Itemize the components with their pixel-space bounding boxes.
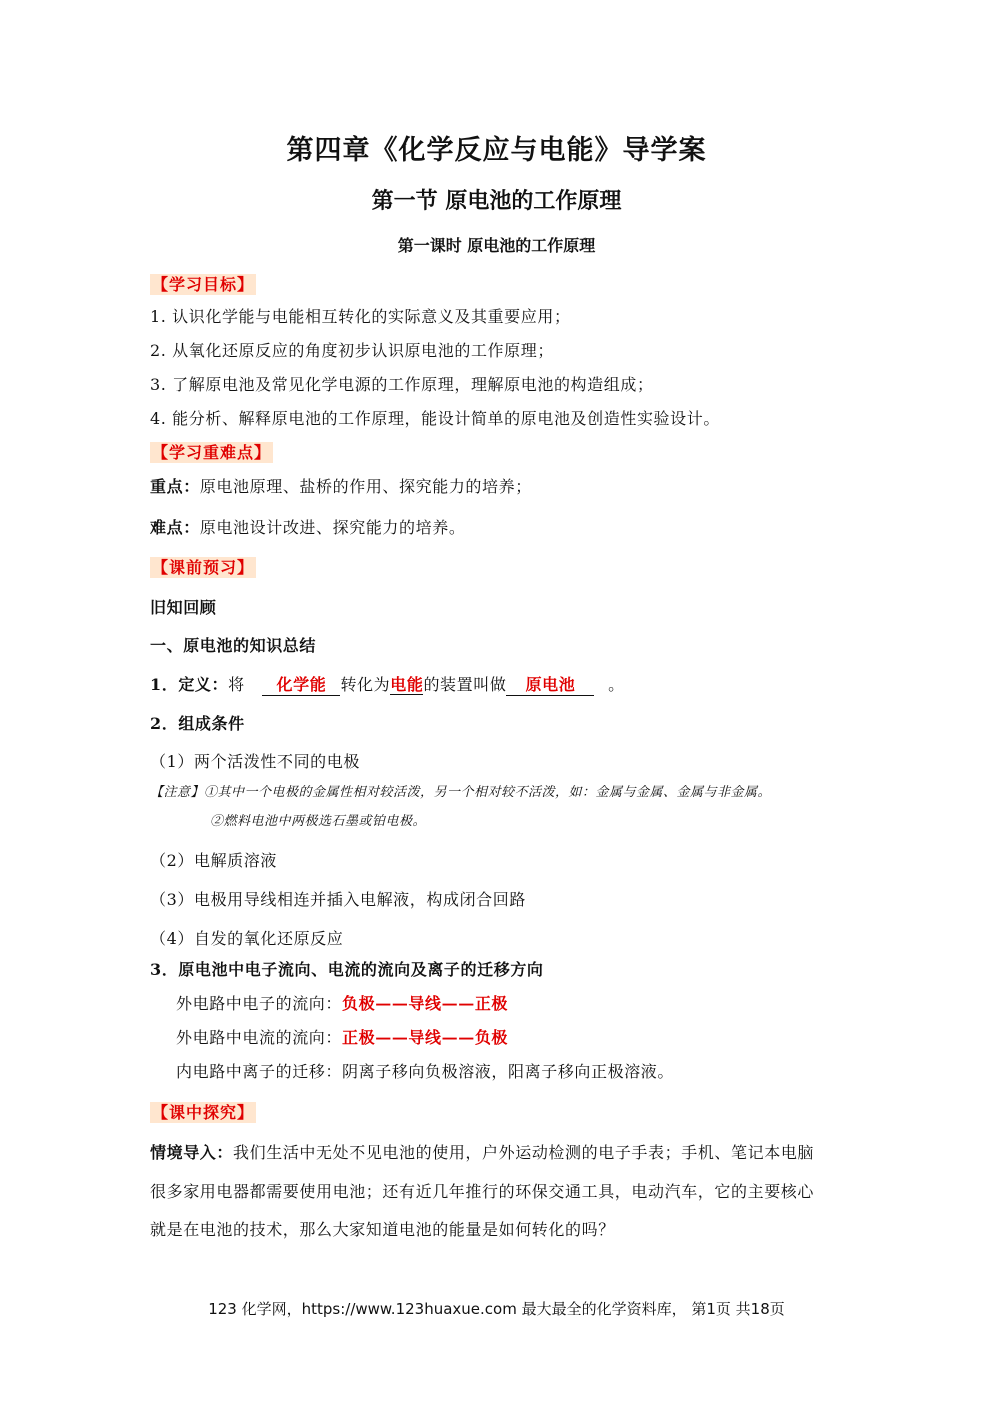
lesson-title: 第一课时 原电池的工作原理 bbox=[397, 236, 596, 255]
electron-flow-label: 外电路中电子的流向： bbox=[176, 994, 343, 1013]
review-heading: 旧知回顾 bbox=[150, 598, 217, 617]
condition-item: （2）电解质溶液 bbox=[150, 851, 277, 870]
goal-item: 3. 了解原电池及常见化学电源的工作原理，理解原电池的构造组成； bbox=[150, 375, 654, 394]
note-line-1: 【注意】①其中一个电极的金属性相对较活泼，另一个相对较不活泼，如：金属与金属、金属与非金属。 bbox=[150, 785, 772, 800]
scenario-line-2: 很多家用电器都需要使用电池；还有近几年推行的环保交通工具，电动汽车，它的主要核心 bbox=[150, 1182, 815, 1201]
definition-blank-1: 化学能 bbox=[262, 672, 340, 696]
scenario-line-3: 就是在电池的技术，那么大家知道电池的能量是如何转化的吗？ bbox=[150, 1220, 615, 1239]
definition-label: 1．定义： bbox=[150, 675, 229, 694]
key-text: 原电池原理、盐桥的作用、探究能力的培养； bbox=[199, 477, 532, 496]
goal-item: 1. 认识化学能与电能相互转化的实际意义及其重要应用； bbox=[150, 307, 571, 326]
current-flow-label: 外电路中电流的流向： bbox=[176, 1028, 343, 1047]
definition-mid: 转化为 bbox=[340, 675, 391, 694]
page-title: 第四章《化学反应与电能》导学案 bbox=[286, 135, 707, 166]
note-line-2: ②燃料电池中两极选石墨或铂电极。 bbox=[210, 814, 427, 829]
goals-tag-label: 【学习目标】 bbox=[152, 275, 255, 294]
condition-item: （3）电极用导线相连并插入电解液，构成闭合回路 bbox=[150, 890, 526, 909]
difficult-label: 难点： bbox=[150, 518, 200, 537]
explore-tag-label: 【课中探究】 bbox=[152, 1103, 255, 1122]
goals-section-tag bbox=[150, 272, 256, 295]
key-point-line bbox=[150, 474, 532, 497]
condition-item: （4）自发的氧化还原反应 bbox=[150, 929, 344, 948]
current-flow-line bbox=[176, 1025, 508, 1048]
scenario-text-1: 我们生活中无处不见电池的使用，户外运动检测的电子手表；手机、笔记本电脑 bbox=[233, 1143, 815, 1162]
preview-section-tag bbox=[150, 555, 256, 578]
goal-item: 2. 从氧化还原反应的角度初步认识原电池的工作原理； bbox=[150, 341, 554, 360]
conditions-heading: 2．组成条件 bbox=[150, 714, 245, 733]
difficult-text: 原电池设计改进、探究能力的培养。 bbox=[199, 518, 466, 537]
key-points-section-tag bbox=[150, 440, 273, 463]
preview-tag-label: 【课前预习】 bbox=[152, 558, 255, 577]
key-label: 重点： bbox=[150, 477, 200, 496]
explore-section-tag bbox=[150, 1100, 256, 1123]
page-footer: 123 化学网，https://www.123huaxue.com 最大最全的化学资料库， 第1页 共18页 bbox=[208, 1300, 785, 1318]
goal-item: 4. 能分析、解释原电池的工作原理，能设计简单的原电池及创造性实验设计。 bbox=[150, 409, 720, 428]
definition-pre: 将 bbox=[228, 675, 245, 694]
condition-item: （1）两个活泼性不同的电极 bbox=[150, 752, 360, 771]
section-title: 第一节 原电池的工作原理 bbox=[371, 188, 622, 214]
definition-blank-2: 原电池 bbox=[506, 672, 594, 696]
definition-end: 。 bbox=[608, 675, 625, 694]
current-flow-value: 正极——导线——负极 bbox=[342, 1028, 509, 1047]
key-points-tag-label: 【学习重难点】 bbox=[152, 443, 272, 462]
definition-mid-2: 的装置叫做 bbox=[423, 675, 507, 694]
electron-flow-line bbox=[176, 991, 508, 1014]
definition-line bbox=[150, 672, 625, 696]
ion-flow-line: 内电路中离子的迁移：阴离子移向负极溶液，阳离子移向正极溶液。 bbox=[176, 1062, 675, 1081]
electron-flow-value: 负极——导线——正极 bbox=[342, 994, 509, 1013]
difficult-point-line bbox=[150, 515, 465, 538]
flow-heading: 3．原电池中电子流向、电流的流向及离子的迁移方向 bbox=[150, 960, 544, 979]
definition-word-2: 电能 bbox=[390, 675, 424, 694]
summary-heading: 一、原电池的知识总结 bbox=[150, 636, 317, 655]
scenario-line-1 bbox=[150, 1140, 814, 1163]
scenario-label: 情境导入： bbox=[150, 1143, 234, 1162]
